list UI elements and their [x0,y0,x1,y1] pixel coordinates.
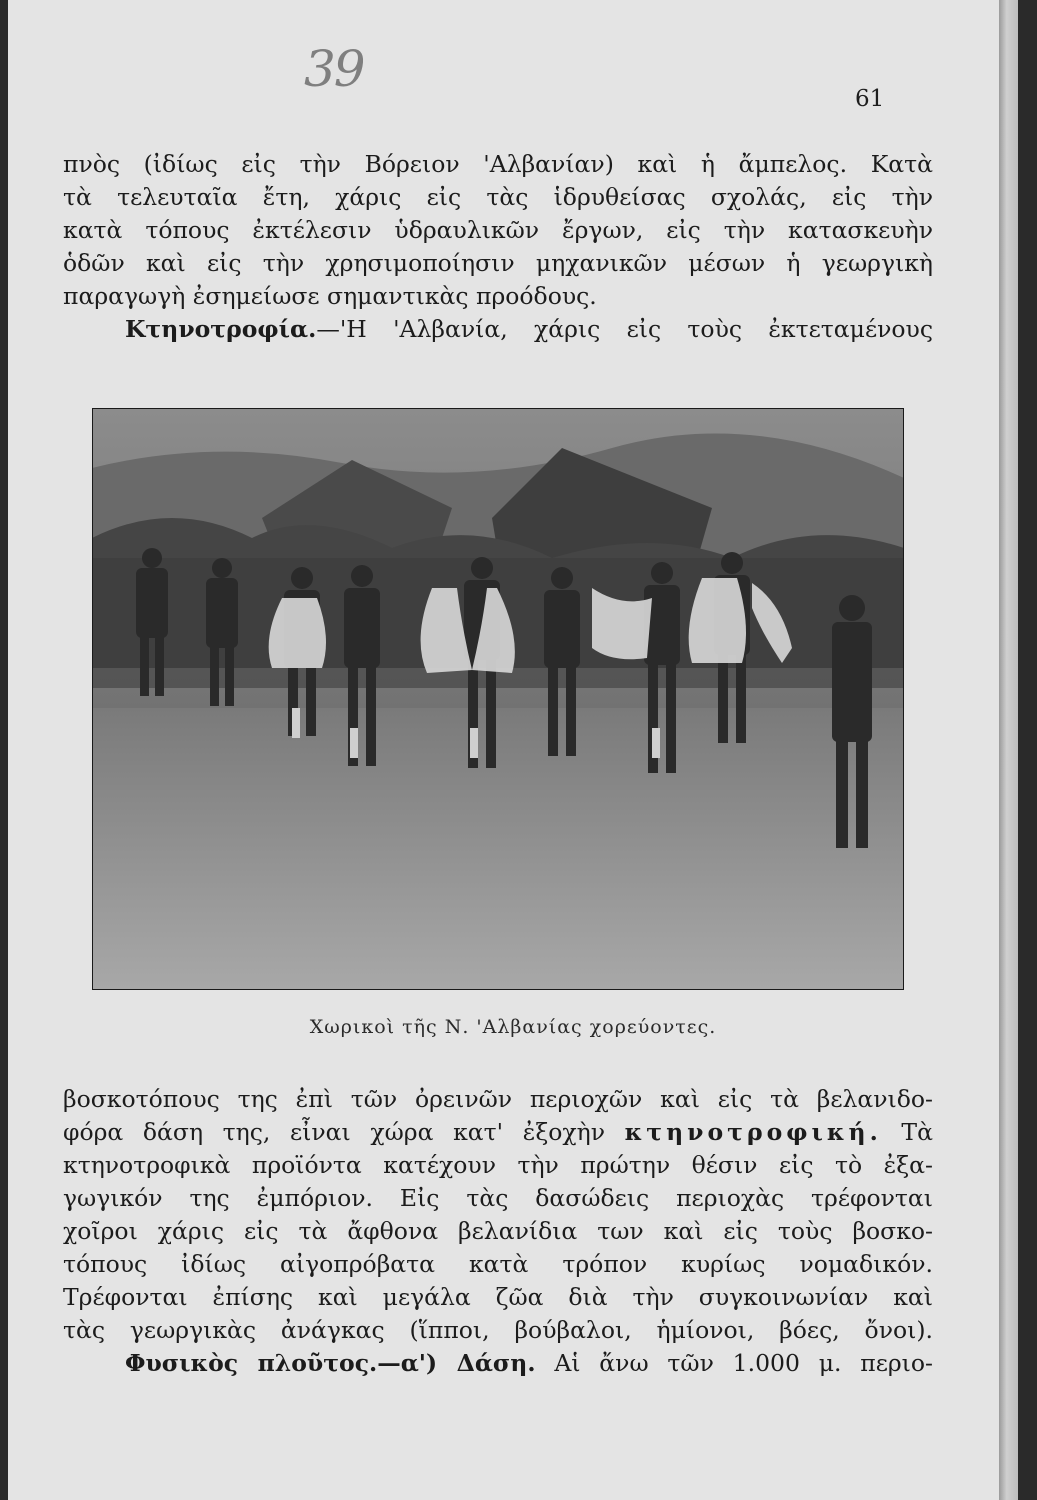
text-line: τὰς γεωργικὰς ἀνάγκας (ἵπποι, βούβαλοι, ἡμίονοι, βόες, ὄνοι). [63,1316,933,1344]
book-page [8,0,1018,1500]
text-fragment: Αἱ ἄνω τῶν 1.000 μ. περιο- [554,1349,933,1377]
page-edge [999,0,1018,1500]
section-heading-line [63,313,933,346]
text-line: παραγωγὴ ἐσημείωσε σημαντικὰς προόδους. [63,282,597,310]
handwritten-page-mark: 39 [304,40,364,98]
photo-illustration [92,408,904,990]
text-line: ὁδῶν καὶ εἰς τὴν χρησιμοποίησιν μηχανικῶν μέσων ἡ γεωργικὴ [63,249,933,277]
text-line: κατὰ τόπους ἐκτέλεσιν ὑδραυλικῶν ἔργων, εἰς τὴν κατασκευὴν [63,216,933,244]
text-line: τὰ τελευταῖα ἔτη, χάρις εἰς τὰς ἱδρυθείσας σχολάς, εἰς τὴν [63,183,933,211]
page-number: 61 [855,86,885,112]
text-line: πνὸς (ἰδίως εἰς τὴν Βόρειον 'Αλβανίαν) καὶ ἡ ἄμπελος. Κατὰ [63,150,933,178]
text-fragment: —'Η 'Αλβανία, χάρις εἰς τοὺς ἐκτεταμένους [316,315,933,343]
dancing-villagers-photo [92,408,904,990]
text-line: τόπους ἰδίως αἰγοπρόβατα κατὰ τρόπον κυρίως νομαδικόν. [63,1250,933,1278]
section-heading-natural-wealth: Φυσικὸς πλοῦτος.—α') Δάση. [125,1349,536,1377]
photo-caption: Χωρικοὶ τῆς Ν. 'Αλβανίας χορεύοντες. [309,1016,717,1038]
text-fragment: φόρα δάση της, εἶναι χώρα κατ' ἐξοχὴν [63,1118,606,1146]
spaced-emphasis: κτηνοτροφική. [624,1118,882,1146]
text-line: βοσκοτόπους της ἐπὶ τῶν ὀρεινῶν περιοχῶν καὶ εἰς τὰ βελανιδο- [63,1085,933,1113]
text-line: Τρέφονται ἐπίσης καὶ μεγάλα ζῶα διὰ τὴν συγκοινωνίαν καὶ [63,1283,933,1311]
text-line: γωγικόν της ἐμπόριον. Εἰς τὰς δασώδεις περιοχὰς τρέφονται [63,1184,933,1212]
text-line-emphasis [63,1116,933,1149]
bottom-paragraph [63,1083,933,1380]
text-fragment: Τὰ [901,1118,933,1146]
section-heading-line [63,1347,933,1380]
text-line: χοῖροι χάρις εἰς τὰ ἄφθονα βελανίδια των καὶ εἰς τοὺς βοσκο- [63,1217,933,1245]
text-line: κτηνοτροφικὰ προϊόντα κατέχουν τὴν πρώτην θέσιν εἰς τὸ ἐξα- [63,1151,933,1179]
top-paragraph [63,148,933,346]
section-heading-livestock: Κτηνοτροφία. [125,315,317,343]
